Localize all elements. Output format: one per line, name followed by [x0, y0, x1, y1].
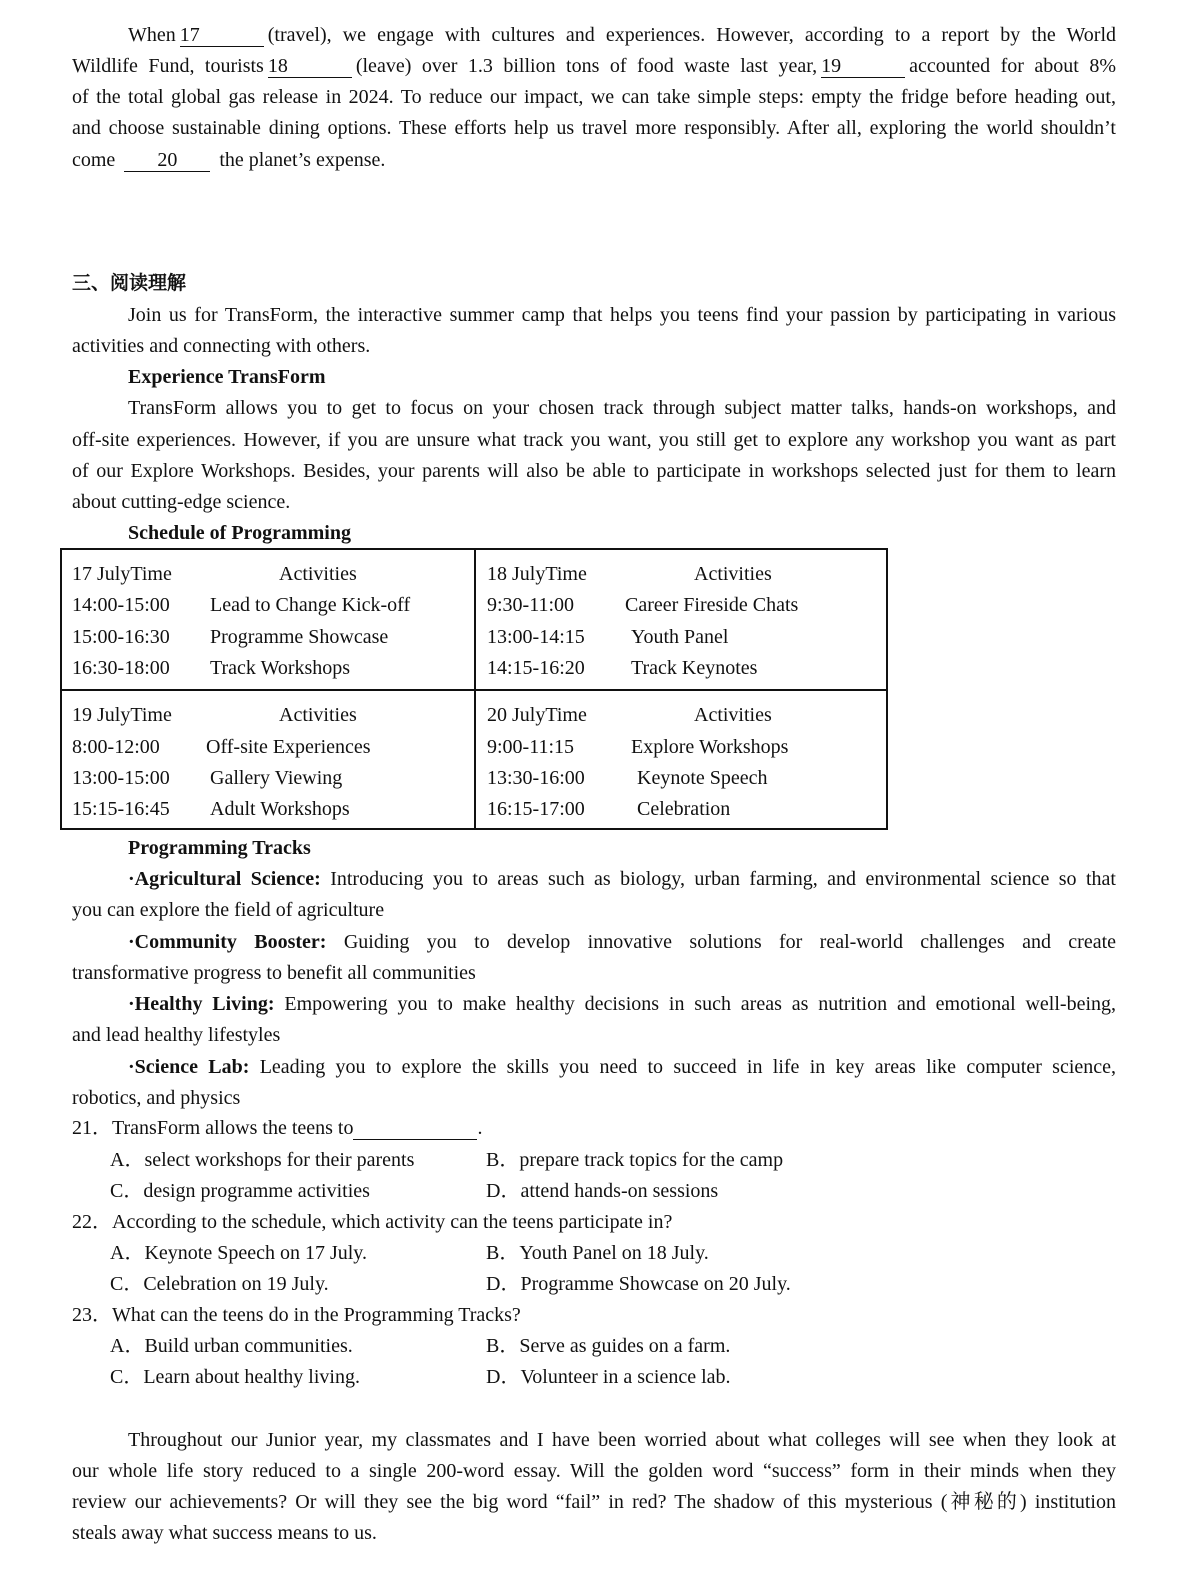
next-passage-line-2: our whole life story reduced to a single 200-word essay. Will the golden word “success” form in their minds when they	[72, 1460, 1116, 1482]
track-agricultural-line-1: ·Agricultural Science: Introducing you to areas such as biology, urban farming, and environmental science so that	[128, 868, 1116, 890]
section-heading: 三、阅读理解	[72, 272, 187, 294]
day-17-label: 17 JulyTime	[72, 563, 172, 585]
day-17-activity: Lead to Change Kick-off	[210, 594, 411, 616]
day-17-time: 14:00-15:00	[72, 594, 170, 616]
day-19-activity: Off-site Experiences	[206, 736, 371, 758]
day-20-label: 20 JulyTime	[487, 704, 587, 726]
cloze-line-1: When 17 (travel), we engage with cultures and experiences. However, according to a report by the World	[128, 24, 1116, 46]
question-21-option-a[interactable]: A．select workshops for their parents	[110, 1149, 415, 1171]
track-science-line-1: ·Science Lab: Leading you to explore the skills you need to succeed in life in key areas like computer science,	[128, 1056, 1117, 1078]
day-20-time: 13:30-16:00	[487, 767, 585, 789]
day-20-activity: Keynote Speech	[637, 767, 768, 789]
blank-17[interactable]: 17	[180, 24, 264, 47]
question-22-option-b[interactable]: B．Youth Panel on 18 July.	[486, 1242, 709, 1264]
day-18-activity: Track Keynotes	[631, 657, 758, 679]
track-healthy-line-2: and lead healthy lifestyles	[72, 1024, 281, 1046]
table-divider-horizontal	[62, 689, 886, 691]
track-healthy-line-1: ·Healthy Living: Empowering you to make healthy decisions in such areas as nutrition and emotional well-being,	[128, 993, 1117, 1015]
question-23-stem: 23．What can the teens do in the Programming Tracks?	[72, 1304, 521, 1326]
question-23-option-d[interactable]: D．Volunteer in a science lab.	[486, 1366, 731, 1388]
blank-18[interactable]: 18	[268, 55, 352, 78]
track-community-line-1: ·Community Booster: Guiding you to develop innovative solutions for real-world challenges and create	[128, 931, 1117, 953]
day-20-activity: Explore Workshops	[631, 736, 789, 758]
cloze-line-2: Wildlife Fund, tourists 18 (leave) over 1.3 billion tons of food waste last year, 19 accounted for about 8%	[72, 55, 1117, 77]
question-23-option-b[interactable]: B．Serve as guides on a farm.	[486, 1335, 731, 1357]
experience-line-2: off-site experiences. However, if you are unsure what track you want, you still get to explore any workshop you want as part	[72, 429, 1116, 451]
question-23-option-c[interactable]: C．Learn about healthy living.	[110, 1366, 360, 1388]
day-19-activity: Gallery Viewing	[210, 767, 343, 789]
day-18-time: 14:15-16:20	[487, 657, 585, 679]
experience-line-1: TransForm allows you to get to focus on your chosen track through subject matter talks, hands-on workshops, and	[128, 397, 1116, 419]
question-21-option-d[interactable]: D．attend hands-on sessions	[486, 1180, 719, 1202]
day-19-time: 13:00-15:00	[72, 767, 170, 789]
track-agricultural-line-2: you can explore the field of agriculture	[72, 899, 385, 921]
question-21-option-c[interactable]: C．design programme activities	[110, 1180, 370, 1202]
next-passage-line-1: Throughout our Junior year, my classmates and I have been worried about what colleges will see when they look at	[128, 1429, 1116, 1451]
schedule-table	[60, 548, 888, 830]
question-22-option-c[interactable]: C．Celebration on 19 July.	[110, 1273, 329, 1295]
day-17-activity: Programme Showcase	[210, 626, 389, 648]
day-17-time: 15:00-16:30	[72, 626, 170, 648]
day-20-activities-header: Activities	[694, 704, 772, 726]
day-18-time: 9:30-11:00	[487, 594, 575, 616]
experience-line-3: of our Explore Workshops. Besides, your parents will also be able to participate in workshops selected just for them to learn	[72, 460, 1116, 482]
day-20-time: 16:15-17:00	[487, 798, 585, 820]
track-science-line-2: robotics, and physics	[72, 1087, 241, 1109]
question-22-option-d[interactable]: D．Programme Showcase on 20 July.	[486, 1273, 791, 1295]
day-19-label: 19 JulyTime	[72, 704, 172, 726]
experience-heading: Experience TransForm	[128, 366, 326, 388]
cloze-line-4: and choose sustainable dining options. These efforts help us travel more responsibly. After all, exploring the world shouldn’t	[72, 117, 1116, 139]
cloze-line-5: come 20 the planet’s expense.	[72, 149, 386, 171]
cloze-line-3: of the total global gas release in 2024. To reduce our impact, we can take simple steps: empty the fridge before heading out,	[72, 86, 1116, 108]
next-passage-line-3: review our achievements? Or will they see the big word “fail” in red? The shadow of this mysterious (神秘的) institution	[72, 1491, 1116, 1513]
day-18-activity: Career Fireside Chats	[625, 594, 799, 616]
schedule-heading: Schedule of Programming	[128, 522, 351, 544]
question-23-option-a[interactable]: A．Build urban communities.	[110, 1335, 353, 1357]
day-18-time: 13:00-14:15	[487, 626, 585, 648]
day-17-time: 16:30-18:00	[72, 657, 170, 679]
question-21-option-b[interactable]: B．prepare track topics for the camp	[486, 1149, 784, 1171]
day-17-activity: Track Workshops	[210, 657, 351, 679]
day-18-activity: Youth Panel	[631, 626, 729, 648]
day-19-activity: Adult Workshops	[210, 798, 350, 820]
day-19-time: 15:15-16:45	[72, 798, 170, 820]
intro-line-2: activities and connecting with others.	[72, 335, 371, 357]
question-21-stem: 21．TransForm allows the teens to .	[72, 1117, 483, 1139]
track-community-line-2: transformative progress to benefit all communities	[72, 962, 476, 984]
day-18-activities-header: Activities	[694, 563, 772, 585]
question-22-stem: 22．According to the schedule, which activity can the teens participate in?	[72, 1211, 673, 1233]
answer-blank-21[interactable]	[353, 1117, 477, 1140]
day-20-activity: Celebration	[637, 798, 731, 820]
intro-line-1: Join us for TransForm, the interactive summer camp that helps you teens find your passion by participating in various	[128, 304, 1116, 326]
next-passage-line-4: steals away what success means to us.	[72, 1522, 377, 1544]
day-19-time: 8:00-12:00	[72, 736, 160, 758]
day-18-label: 18 JulyTime	[487, 563, 587, 585]
day-19-activities-header: Activities	[279, 704, 357, 726]
tracks-heading: Programming Tracks	[128, 837, 311, 859]
blank-20[interactable]: 20	[124, 149, 210, 172]
day-20-time: 9:00-11:15	[487, 736, 575, 758]
blank-19[interactable]: 19	[821, 55, 905, 78]
question-22-option-a[interactable]: A．Keynote Speech on 17 July.	[110, 1242, 367, 1264]
experience-line-4: about cutting-edge science.	[72, 491, 291, 513]
day-17-activities-header: Activities	[279, 563, 357, 585]
